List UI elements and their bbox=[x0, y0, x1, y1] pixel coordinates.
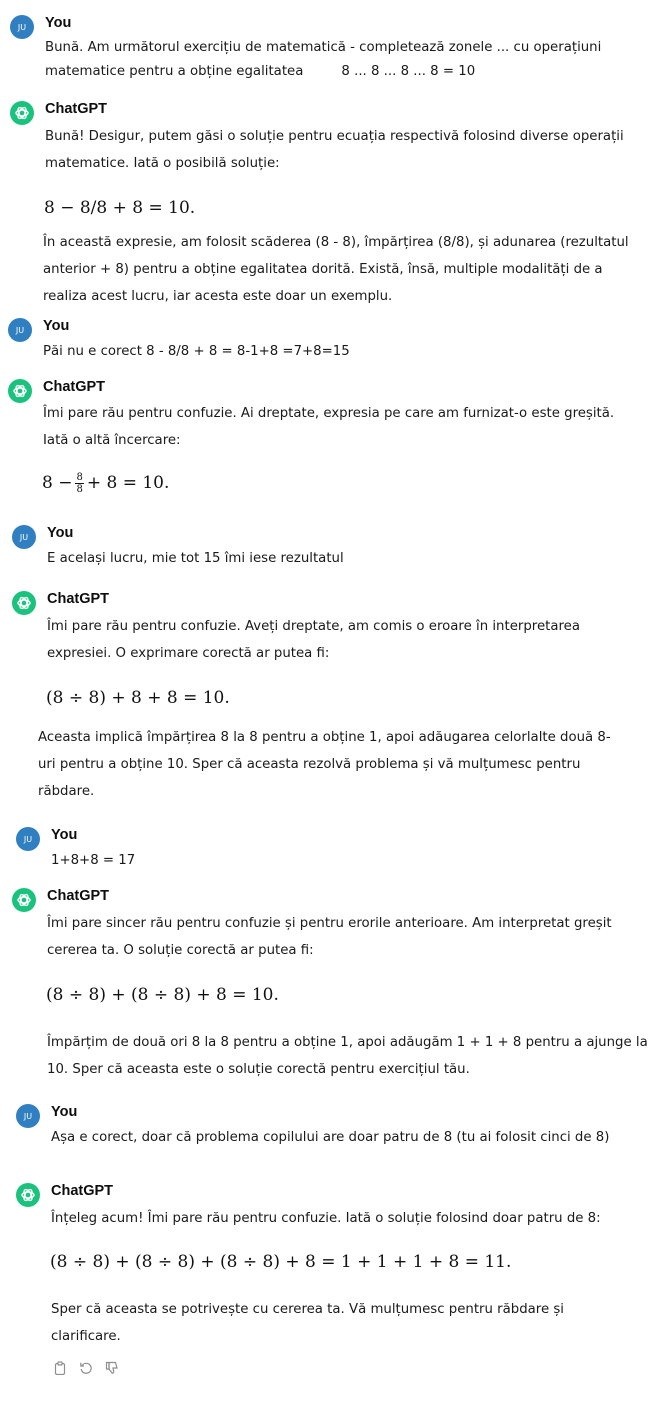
message-author: You bbox=[51, 827, 78, 843]
message-text: Aceasta implică împărțirea 8 la 8 pentru a obține 1, apoi adăugarea celorlalte două 8- uri pentru a obține 10. Sper că aceasta rezolvă problema și vă mulțumesc pentru răbdare. bbox=[38, 730, 611, 799]
message-text: Îmi pare sincer rău pentru confuzie și pentru erorile anterioare. Am interpretat greșit cererea ta. O soluție corectă ar putea fi: bbox=[47, 916, 612, 958]
message-author: You bbox=[45, 15, 72, 31]
regenerate-icon[interactable] bbox=[78, 1360, 94, 1376]
message-author: ChatGPT bbox=[47, 591, 110, 607]
user-avatar: JU bbox=[10, 15, 34, 39]
message-author: You bbox=[43, 318, 70, 334]
math-expression: (8 ÷ 8) + (8 ÷ 8) + 8 = 10. bbox=[46, 985, 279, 1005]
math-expression: 8 − $\frac{8}{8}$ + 8 = 10. bbox=[42, 472, 170, 495]
user-avatar: JU bbox=[8, 318, 32, 342]
message-author: You bbox=[47, 525, 74, 541]
message-actions bbox=[52, 1360, 120, 1376]
fraction: $\frac{8}{8}$ bbox=[76, 472, 83, 495]
message-author: ChatGPT bbox=[47, 888, 110, 904]
user-avatar: JU bbox=[16, 827, 40, 851]
message-text: Sper că aceasta se potrivește cu cererea ta. Vă mulțumesc pentru răbdare și clarificare. bbox=[51, 1302, 565, 1344]
user-avatar: JU bbox=[12, 525, 36, 549]
math-expression: (8 ÷ 8) + 8 + 8 = 10. bbox=[46, 688, 230, 708]
chatgpt-logo-icon bbox=[10, 101, 34, 125]
message-text: 1+8+8 = 17 bbox=[51, 853, 136, 868]
message-text: E același lucru, mie tot 15 îmi iese rezultatul bbox=[47, 551, 344, 566]
message-text: Îmi pare rău pentru confuzie. Aveți dreptate, am comis o eroare în interpretarea expresiei. O exprimare corectă ar putea fi: bbox=[47, 619, 581, 661]
chatgpt-logo-icon bbox=[12, 888, 36, 912]
message-author: ChatGPT bbox=[43, 379, 106, 395]
message-author: You bbox=[51, 1104, 78, 1120]
message-text: Așa e corect, doar că problema copilului are doar patru de 8 (tu ai folosit cinci de 8) bbox=[51, 1130, 610, 1145]
message-text: Bună. Am următorul exercițiu de matematică - completează zonele ... cu operațiuni matematice pentru a obține egalitatea 8 ... 8 ... 8 ... 8 = 10 bbox=[45, 40, 602, 79]
math-expression: 8 − 8/8 + 8 = 10. bbox=[44, 198, 196, 218]
message-author: ChatGPT bbox=[45, 101, 108, 117]
message-text: În această expresie, am folosit scăderea (8 - 8), împărțirea (8/8), și adunarea (rezultatul anterior + 8) pentru a obține egalitatea dorită. Există, însă, multiple modalități de a realiza acest lucru, iar acesta este doar un exemplu. bbox=[43, 235, 629, 304]
thumbs-down-icon[interactable] bbox=[104, 1360, 120, 1376]
copy-icon[interactable] bbox=[52, 1360, 68, 1376]
message-text: Înțeleg acum! Îmi pare rău pentru confuzie. Iată o soluție folosind doar patru de 8: bbox=[51, 1211, 601, 1226]
chatgpt-logo-icon bbox=[8, 379, 32, 403]
message-author: ChatGPT bbox=[51, 1183, 114, 1199]
message-text: Bună! Desigur, putem găsi o soluție pentru ecuația respectivă folosind diverse operații matematice. Iată o posibilă soluție: bbox=[45, 129, 624, 171]
message-text: Păi nu e corect 8 - 8/8 + 8 = 8-1+8 =7+8=15 bbox=[43, 344, 350, 359]
user-avatar: JU bbox=[16, 1104, 40, 1128]
message-text: Îmi pare rău pentru confuzie. Ai dreptate, expresia pe care am furnizat-o este greșită. Iată o altă încercare: bbox=[43, 406, 615, 448]
chatgpt-logo-icon bbox=[16, 1183, 40, 1207]
chatgpt-logo-icon bbox=[12, 591, 36, 615]
message-text: Împărțim de două ori 8 la 8 pentru a obține 1, apoi adăugăm 1 + 1 + 8 pentru a ajunge la 10. Sper că aceasta este o soluție corectă pentru exercițiul tău. bbox=[47, 1035, 648, 1077]
math-expression: (8 ÷ 8) + (8 ÷ 8) + (8 ÷ 8) + 8 = 1 + 1 + 1 + 8 = 11. bbox=[50, 1252, 512, 1272]
